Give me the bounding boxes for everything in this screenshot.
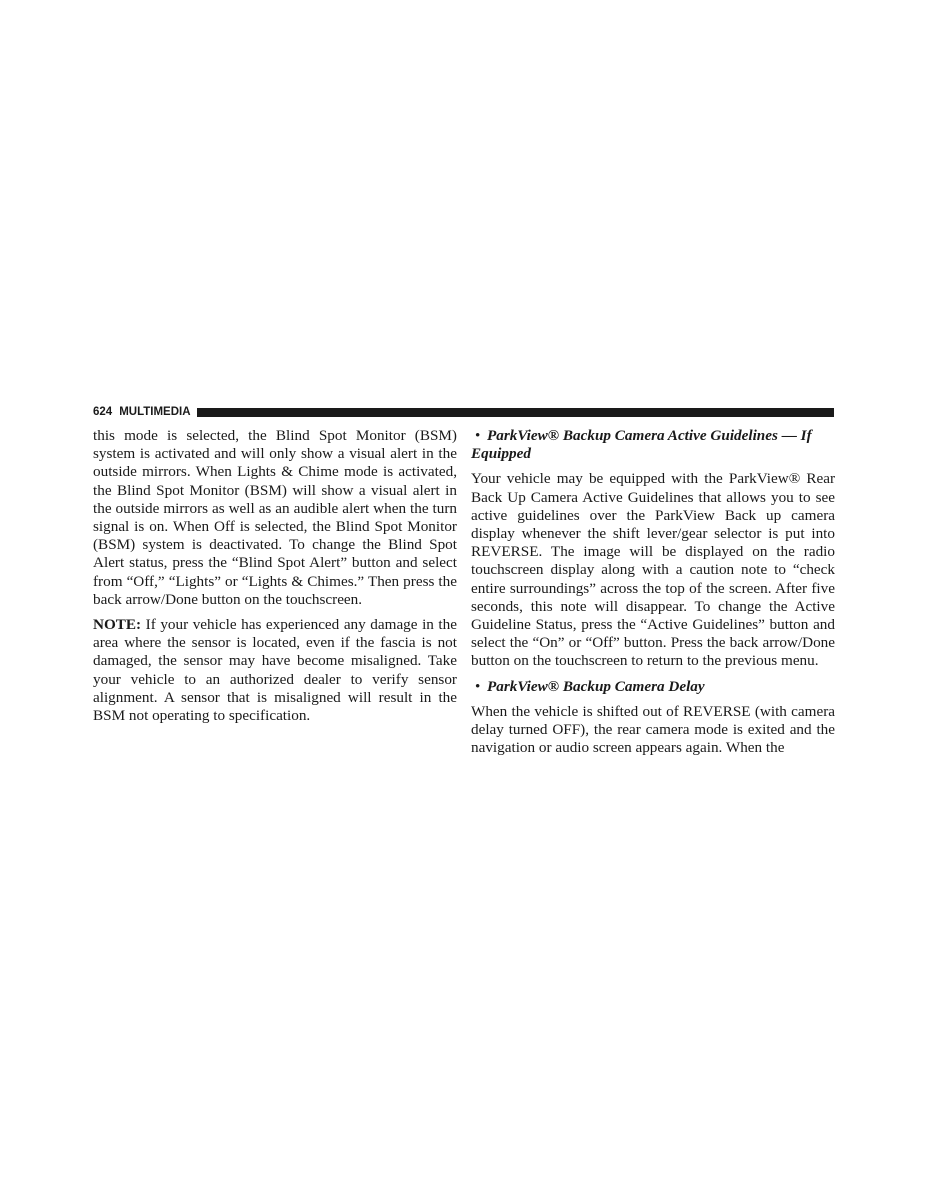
active-guidelines-heading — [471, 427, 835, 463]
page-number: 624 — [93, 406, 113, 418]
section-title: MULTIMEDIA — [119, 406, 191, 418]
header-rule — [197, 408, 834, 417]
active-guidelines-heading-text: ParkView® Backup Camera Active Guidelines — If Equipped — [471, 427, 812, 463]
blind-spot-paragraph: this mode is selected, the Blind Spot Monitor (BSM) system is activated and will only show a visual alert in the outside mirrors. When Lights & Chime mode is activated, the Blind Spot Monitor (BSM) will show a visual alert in the outside mirrors as well as an audible alert when the turn signal is on. When Off is selected, the Blind Spot Monitor (BSM) system is deactivated. To change the Blind Spot Alert status, press the “Blind Spot Alert” button and select from “Off,” “Lights” or “Lights & Chimes.” Then press the back arrow/Done button on the touchscreen. — [93, 427, 457, 608]
bullet-icon: • — [475, 677, 481, 695]
left-column — [93, 427, 457, 732]
bullet-icon: • — [475, 427, 481, 444]
camera-delay-paragraph: When the vehicle is shifted out of REVERSE (with camera delay turned OFF), the rear camera mode is exited and the navigation or audio screen appears again. When the — [471, 702, 835, 757]
page-header — [93, 405, 834, 419]
active-guidelines-paragraph: Your vehicle may be equipped with the ParkView® Rear Back Up Camera Active Guidelines that allows you to see active guidelines over the ParkView Back up camera display whenever the shift lever/gear selector is put into REVERSE. The image will be displayed on the radio touchscreen display along with a caution note to “check entire surroundings” across the top of the screen. After five seconds, this note will disappear. To change the Active Guideline Status, press the “Active Guidelines” button and select the “On” or “Off” button. Press the back arrow/Done button on the touchscreen to return to the previous menu. — [471, 470, 835, 670]
note-label: NOTE: — [93, 616, 142, 634]
camera-delay-heading — [471, 678, 835, 696]
note-paragraph — [93, 616, 457, 725]
camera-delay-heading-text: ParkView® Backup Camera Delay — [487, 677, 705, 695]
note-text: If your vehicle has experienced any damage in the area where the sensor is located, even if the fascia is not damaged, the sensor may have become misaligned. Take your vehicle to an authorized dealer to verify sensor alignment. A sensor that is misaligned will result in the BSM not operating to specification. — [93, 616, 457, 725]
right-column — [471, 427, 835, 764]
